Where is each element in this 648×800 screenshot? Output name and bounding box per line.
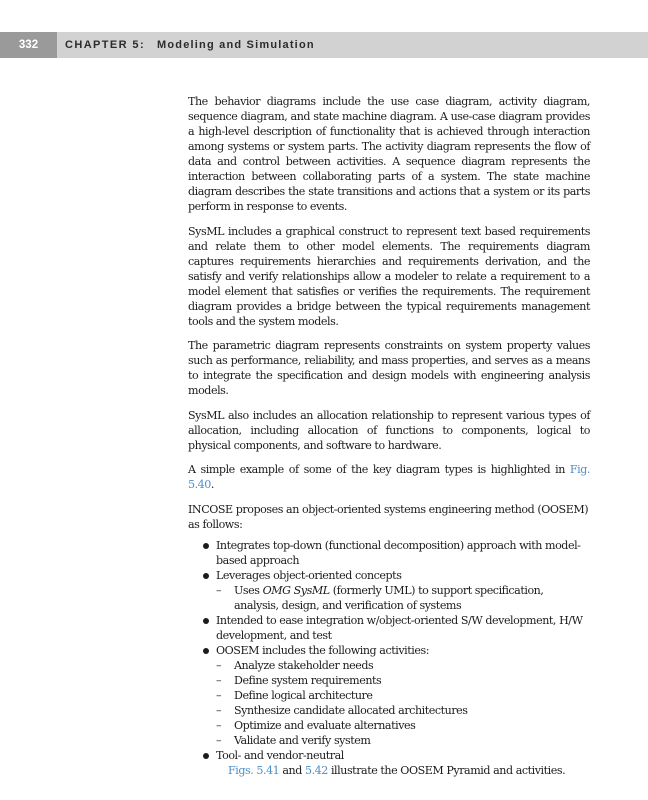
- sub-item: – Analyze stakeholder needs: [216, 658, 590, 673]
- closing-sentence: Figs. 5.41 and 5.42 illustrate the OOSEM Pyramid and activities.: [228, 763, 566, 777]
- paragraph-example: A simple example of some of the key diagram types is highlighted in Fig. 5.40.: [188, 463, 590, 491]
- bullet-item: Intended to ease integration w/object-oriented S/W development, H/W development, and test: [188, 613, 590, 643]
- bullet-item: Tool- and vendor-neutral: [188, 748, 590, 763]
- bullet-item: Integrates top-down (functional decomposition) approach with model-based approach: [188, 538, 590, 568]
- body-text: [188, 94, 590, 778]
- bullet-item: Leverages object-oriented concepts – Uses OMG SysML (formerly UML) to support specification, analysis, design, and verification of systems: [188, 568, 590, 613]
- oosem-bullet-list: [188, 538, 590, 763]
- figure-link-5-41[interactable]: Figs. 5.41: [228, 763, 280, 777]
- paragraph-oosem-intro: INCOSE proposes an object-oriented systems engineering method (OOSEM) as follows:: [188, 502, 589, 531]
- bullet-item: OOSEM includes the following activities: – Analyze stakeholder needs – Define system requirements – Define logical architecture – Synthesize candidate allocated architectures – Optimize and evaluate alternatives – Validate and verify system: [188, 643, 590, 748]
- paragraph-parametric-diagram: The parametric diagram represents constraints on system property values such as performance, reliability, and mass properties, and serves as a means to integrate the specification and design models with engineering analysis models.: [188, 339, 590, 397]
- running-header: [0, 32, 648, 58]
- sub-item: – Uses OMG SysML (formerly UML) to support specification, analysis, design, and verification of systems: [216, 583, 590, 613]
- chapter-label: CHAPTER 5:: [65, 39, 146, 51]
- omg-sysml-emphasis: OMG SysML: [262, 583, 330, 597]
- sub-item: – Optimize and evaluate alternatives: [216, 718, 590, 733]
- page-number: 332: [0, 32, 57, 58]
- example-text: A simple example of some of the key diagram types is highlighted in: [188, 463, 565, 476]
- figure-link-5-40[interactable]: Fig. 5.40: [188, 463, 590, 491]
- sub-item: – Validate and verify system: [216, 733, 590, 748]
- paragraph-behavior-diagrams: The behavior diagrams include the use case diagram, activity diagram, sequence diagram, and state machine diagram. A use-case diagram provides a high-level description of functionality that is achieved through interaction among systems or system parts. The activity diagram represents the flow of data and control between activities. A sequence diagram represents the interaction between collaborating parts of a system. The state machine diagram describes the state transitions and actions that a system or its parts perform in response to events.: [188, 95, 590, 213]
- sub-list: [216, 583, 590, 613]
- sub-item: – Define logical architecture: [216, 688, 590, 703]
- sub-item: – Synthesize candidate allocated architectures: [216, 703, 590, 718]
- paragraph-allocation: SysML also includes an allocation relationship to represent various types of allocation, including allocation of functions to components, logical to physical components, and software to hardware.: [188, 408, 590, 452]
- paragraph-requirements-diagram: SysML includes a graphical construct to represent text based requirements and relate them to other model elements. The requirements diagram captures requirements hierarchies and requirements derivation, and the satisfy and verify relationships allow a modeler to relate a requirement to a model element that satisfies or verifies the requirements. The requirement diagram provides a bridge between the typical requirements management tools and the system models.: [188, 224, 590, 328]
- figure-link-5-42[interactable]: 5.42: [304, 763, 328, 777]
- chapter-title: Modeling and Simulation: [157, 39, 315, 51]
- activities-sub-list: [216, 658, 590, 748]
- chapter-heading: [65, 32, 315, 58]
- sub-item: – Define system requirements: [216, 673, 590, 688]
